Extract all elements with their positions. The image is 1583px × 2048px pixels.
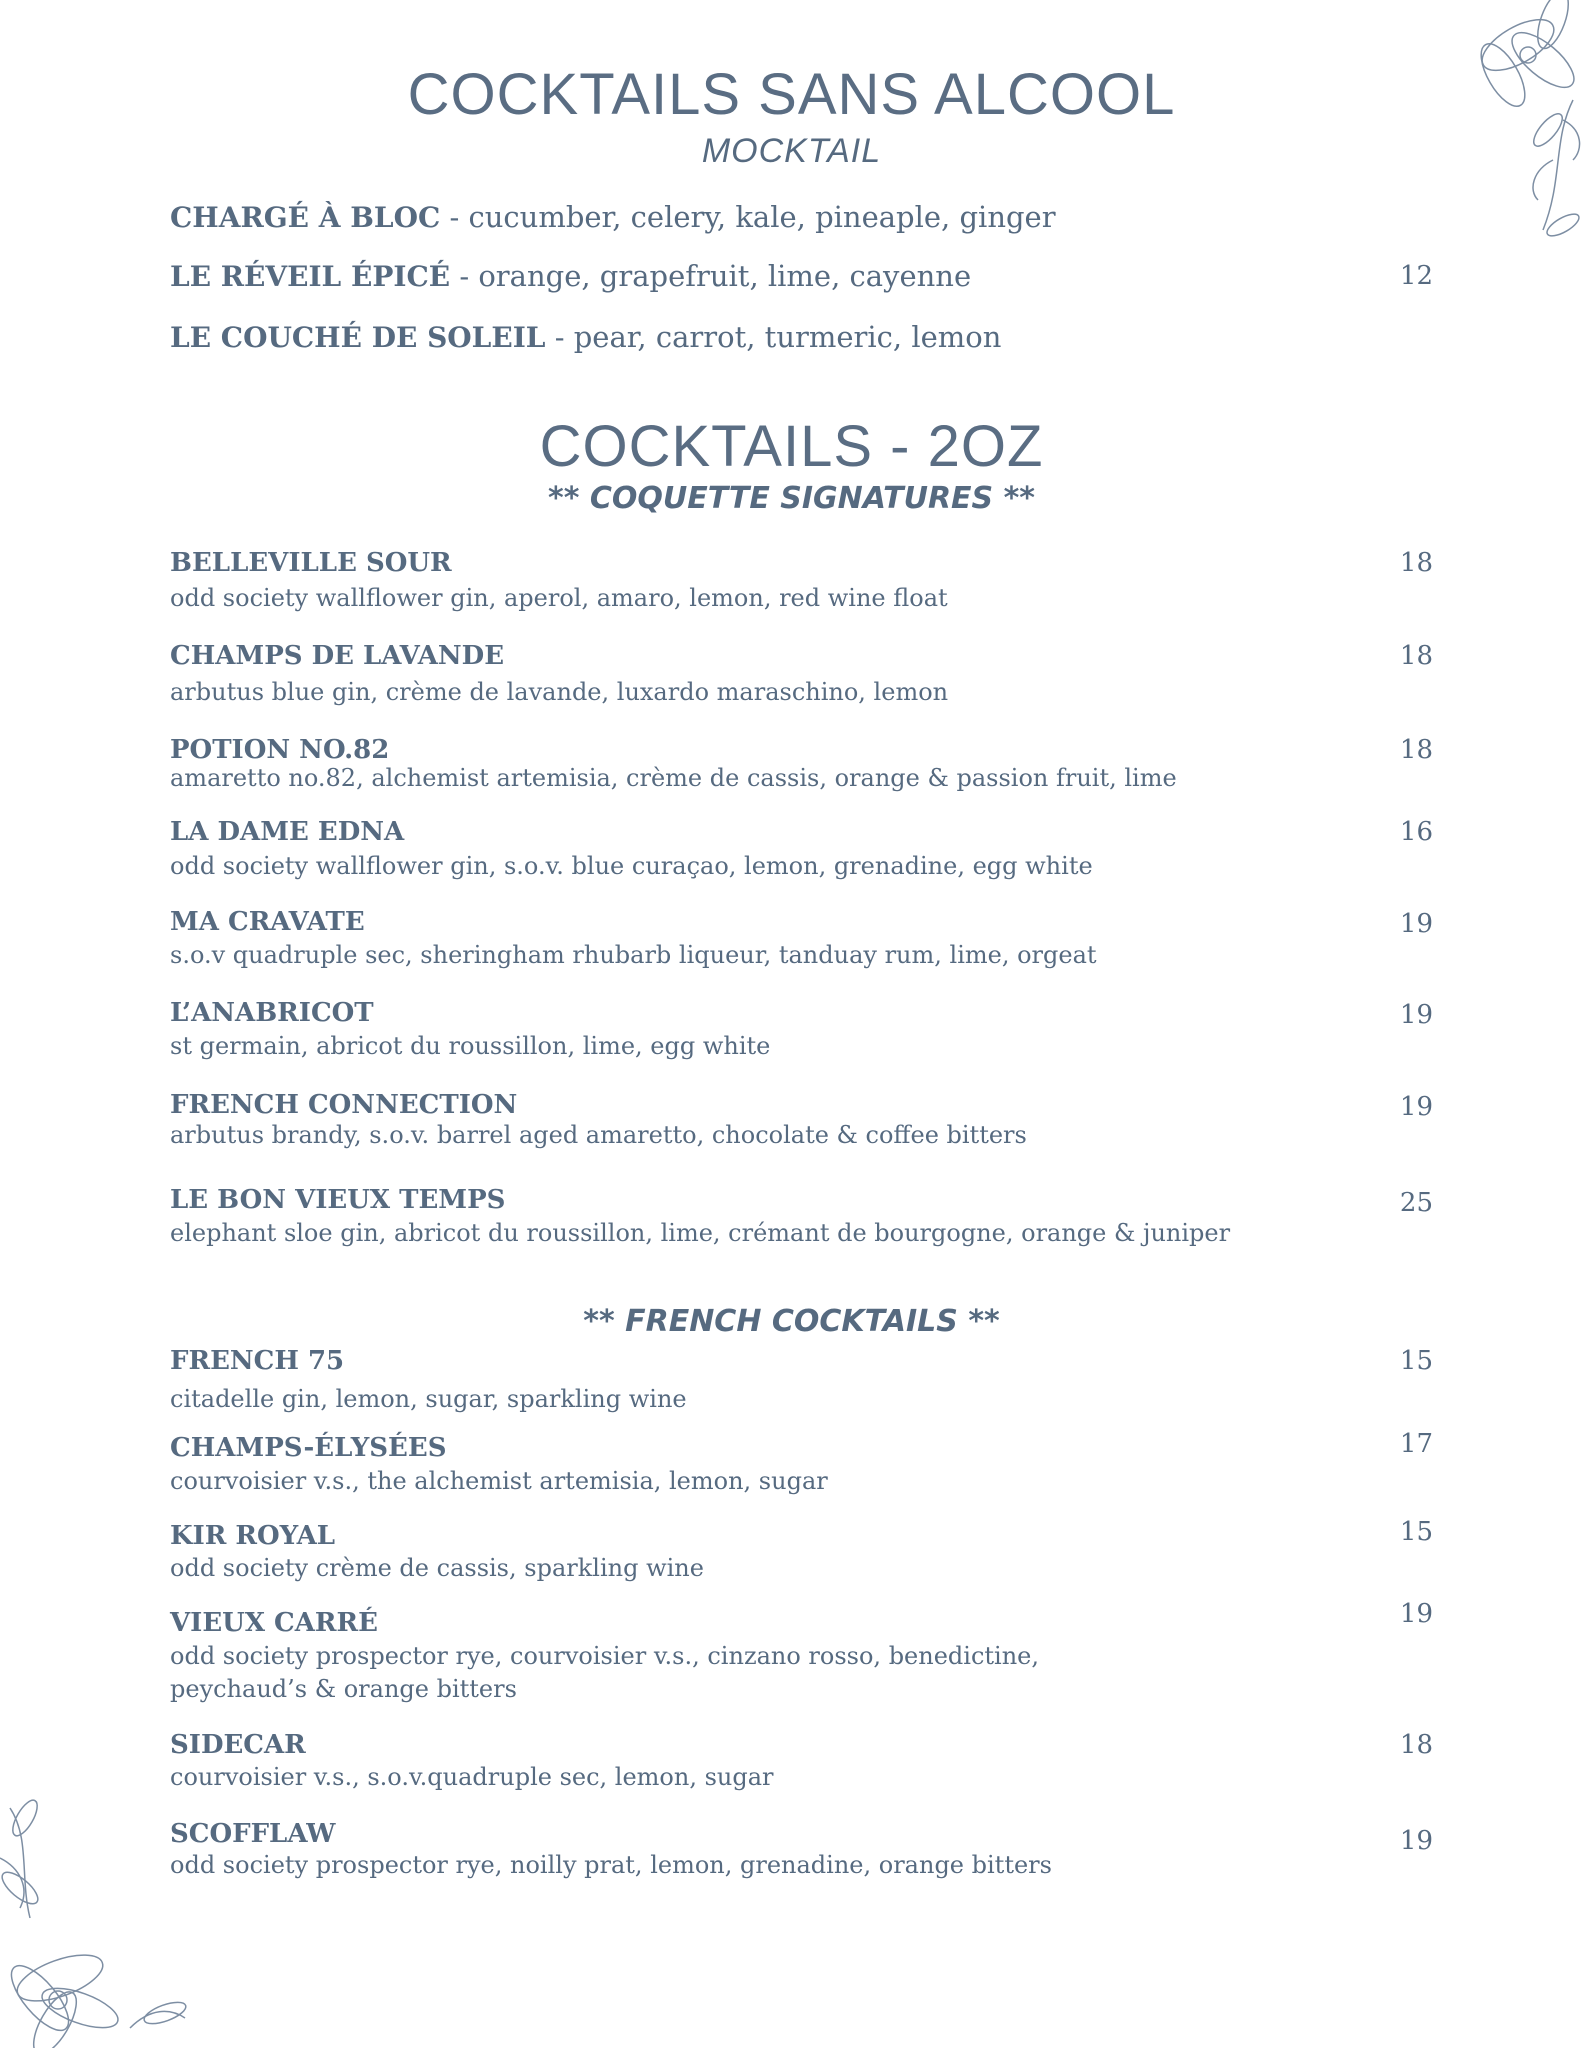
item-price: 19 (1399, 1000, 1433, 1030)
french-cocktails-heading: ** FRENCH COCKTAILS ** (583, 1304, 1000, 1339)
mocktail-price: 12 (1399, 261, 1433, 291)
item-desc: arbutus brandy, s.o.v. barrel aged amaretto, chocolate & coffee bitters (170, 1121, 1027, 1149)
item-price: 18 (1399, 735, 1433, 765)
item-desc-continued: peychaud’s & orange bitters (170, 1675, 517, 1703)
item-desc: courvoisier v.s., the alchemist artemisia, lemon, sugar (170, 1467, 828, 1495)
mocktail-item (170, 199, 1056, 236)
item-price: 15 (1399, 1346, 1433, 1376)
item-price: 16 (1399, 817, 1433, 847)
item-name: SCOFFLAW (170, 1819, 336, 1849)
item-name: MA CRAVATE (170, 907, 365, 937)
item-desc: odd society crème de cassis, sparkling wine (170, 1554, 704, 1582)
item-price: 18 (1399, 641, 1433, 671)
item-name: SIDECAR (170, 1730, 306, 1760)
item-price: 19 (1399, 1826, 1433, 1856)
mocktail-name: LE RÉVEIL ÉPICÉ (170, 260, 451, 293)
item-desc: odd society wallflower gin, aperol, amaro, lemon, red wine float (170, 584, 948, 612)
mocktail-desc: - orange, grapefruit, lime, cayenne (450, 259, 972, 293)
item-price: 15 (1399, 1517, 1433, 1547)
item-desc: arbutus blue gin, crème de lavande, luxardo maraschino, lemon (170, 678, 949, 706)
item-price: 19 (1399, 909, 1433, 939)
item-name: L’ANABRICOT (170, 998, 374, 1028)
item-price: 18 (1399, 1730, 1433, 1760)
mocktail-desc: - pear, carrot, turmeric, lemon (545, 320, 1002, 354)
item-price: 18 (1399, 548, 1433, 578)
item-name: CHAMPS-ÉLYSÉES (170, 1433, 447, 1463)
mocktails-title: COCKTAILS SANS ALCOOL (407, 62, 1176, 127)
item-name: LA DAME EDNA (170, 817, 405, 847)
item-desc: st germain, abricot du roussillon, lime, egg white (170, 1032, 771, 1060)
item-name: FRENCH CONNECTION (170, 1090, 518, 1120)
item-name: VIEUX CARRÉ (170, 1608, 378, 1638)
item-desc: elephant sloe gin, abricot du roussillon, lime, crémant de bourgogne, orange & juniper (170, 1219, 1231, 1247)
item-name: BELLEVILLE SOUR (170, 548, 452, 578)
item-desc: odd society wallflower gin, s.o.v. blue curaçao, lemon, grenadine, egg white (170, 852, 1093, 880)
item-desc: courvoisier v.s., s.o.v.quadruple sec, lemon, sugar (170, 1763, 774, 1791)
item-desc: amaretto no.82, alchemist artemisia, crème de cassis, orange & passion fruit, lime (170, 764, 1177, 792)
cocktails-title: COCKTAILS - 2OZ (539, 414, 1044, 479)
item-name: LE BON VIEUX TEMPS (170, 1185, 506, 1215)
mocktail-item (170, 258, 971, 295)
item-price: 25 (1399, 1188, 1433, 1218)
item-price: 19 (1399, 1092, 1433, 1122)
mocktail-name: LE COUCHÉ DE SOLEIL (170, 321, 546, 354)
item-price: 17 (1399, 1429, 1433, 1459)
item-desc: citadelle gin, lemon, sugar, sparkling wine (170, 1385, 687, 1413)
mocktail-name: CHARGÉ À BLOC (170, 201, 441, 234)
mocktails-subtitle: MOCKTAIL (701, 132, 882, 170)
floral-corner-top-right-icon (1433, 0, 1583, 260)
item-name: POTION NO.82 (170, 735, 390, 765)
item-desc: odd society prospector rye, courvoisier v.s., cinzano rosso, benedictine, (170, 1642, 1040, 1670)
item-name: FRENCH 75 (170, 1346, 345, 1376)
signatures-heading: ** COQUETTE SIGNATURES ** (548, 481, 1035, 516)
item-name: KIR ROYAL (170, 1521, 336, 1551)
item-name: CHAMPS DE LAVANDE (170, 641, 505, 671)
item-desc: s.o.v quadruple sec, sheringham rhubarb liqueur, tanduay rum, lime, orgeat (170, 941, 1097, 969)
mocktail-item (170, 319, 1001, 356)
mocktail-desc: - cucumber, celery, kale, pineaple, ginger (440, 200, 1056, 234)
item-price: 19 (1399, 1599, 1433, 1629)
item-desc: odd society prospector rye, noilly prat, lemon, grenadine, orange bitters (170, 1851, 1052, 1879)
